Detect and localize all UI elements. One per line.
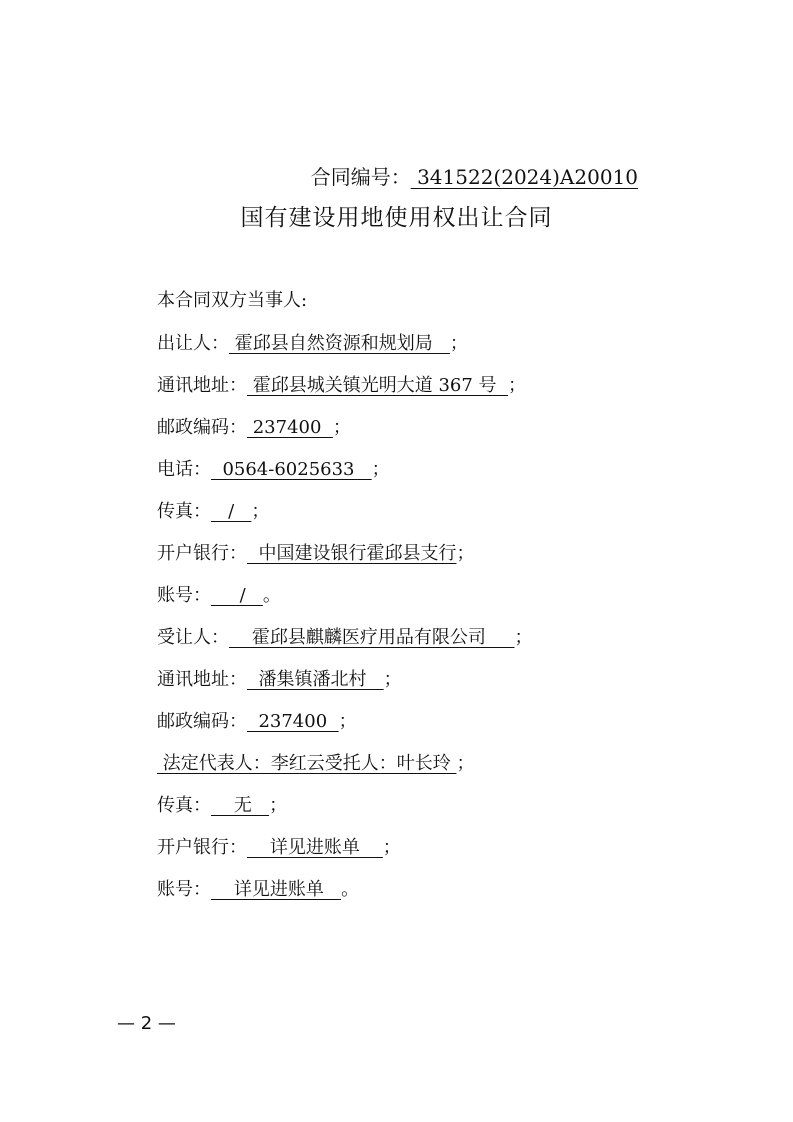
field-value: 0564-6025633 [211, 459, 372, 480]
field-value: 详见进账单 [247, 837, 383, 858]
field-row-transferor-postcode [157, 415, 351, 441]
field-end: ； [251, 501, 270, 522]
field-end: ； [456, 543, 475, 564]
field-value: / [211, 585, 263, 606]
field-row-transferor-bank [157, 541, 474, 567]
field-end: ； [456, 753, 475, 774]
field-row-transferee-postcode [157, 709, 357, 735]
field-end: ； [269, 795, 288, 816]
field-row-transferee-account [157, 877, 359, 903]
field-end: 。 [262, 585, 281, 606]
field-end: ； [338, 711, 357, 732]
field-label: 受让人： [157, 627, 229, 648]
field-value: 霍邱县麒麟医疗用品有限公司 [229, 627, 515, 648]
document-title: 国有建设用地使用权出让合同 [240, 205, 553, 231]
field-label: 开户银行： [157, 837, 247, 858]
field-end: ； [514, 627, 533, 648]
field-end: ； [383, 669, 402, 690]
field-value: 中国建设银行霍邱县支行 [247, 543, 457, 564]
field-label: 邮政编码： [157, 711, 247, 732]
field-end: 。 [341, 879, 360, 900]
field-value: 详见进账单 [211, 879, 342, 900]
field-row-transferor-account [157, 583, 281, 609]
field-label: 通讯地址： [157, 375, 247, 396]
field-row-legal-representative [157, 751, 474, 777]
field-label: 出让人： [157, 333, 229, 354]
page-number: — 2 — [117, 1013, 176, 1034]
field-label: 账号： [157, 585, 211, 606]
field-row-transferor-phone [157, 457, 390, 483]
field-end: ； [332, 417, 351, 438]
field-value: 霍邱县自然资源和规划局 [229, 333, 450, 354]
field-row-transferee [157, 625, 533, 651]
field-end: ； [371, 459, 390, 480]
field-row-transferor-address [157, 373, 526, 399]
field-label: 传真： [157, 795, 211, 816]
field-end: ； [507, 375, 526, 396]
field-end: ； [449, 333, 468, 354]
field-row-transferee-bank [157, 835, 401, 861]
field-value: / [211, 501, 252, 522]
field-row-transferor [157, 331, 468, 357]
field-value: 无 [211, 795, 270, 816]
contract-number-value: 341522(2024)A20010 [410, 165, 638, 189]
parties-intro: 本合同双方当事人: [157, 290, 308, 311]
field-label: 邮政编码： [157, 417, 247, 438]
field-row-transferee-fax [157, 793, 287, 819]
field-label: 账号： [157, 879, 211, 900]
field-value: 霍邱县城关镇光明大道 367 号 [247, 375, 508, 396]
field-value: 237400 [247, 417, 333, 438]
contract-number-line [311, 163, 638, 191]
field-label: 传真： [157, 501, 211, 522]
field-label: 通讯地址： [157, 669, 247, 690]
field-value: 潘集镇潘北村 [247, 669, 384, 690]
field-row-transferor-fax [157, 499, 269, 525]
field-row-transferee-address [157, 667, 402, 693]
field-value: 237400 [247, 711, 339, 732]
field-label: 电话： [157, 459, 211, 480]
field-value: 法定代表人：李红云受托人：叶长玲 [157, 753, 457, 774]
contract-number-label: 合同编号： [310, 165, 411, 189]
field-end: ； [382, 837, 401, 858]
field-label: 开户银行： [157, 543, 247, 564]
